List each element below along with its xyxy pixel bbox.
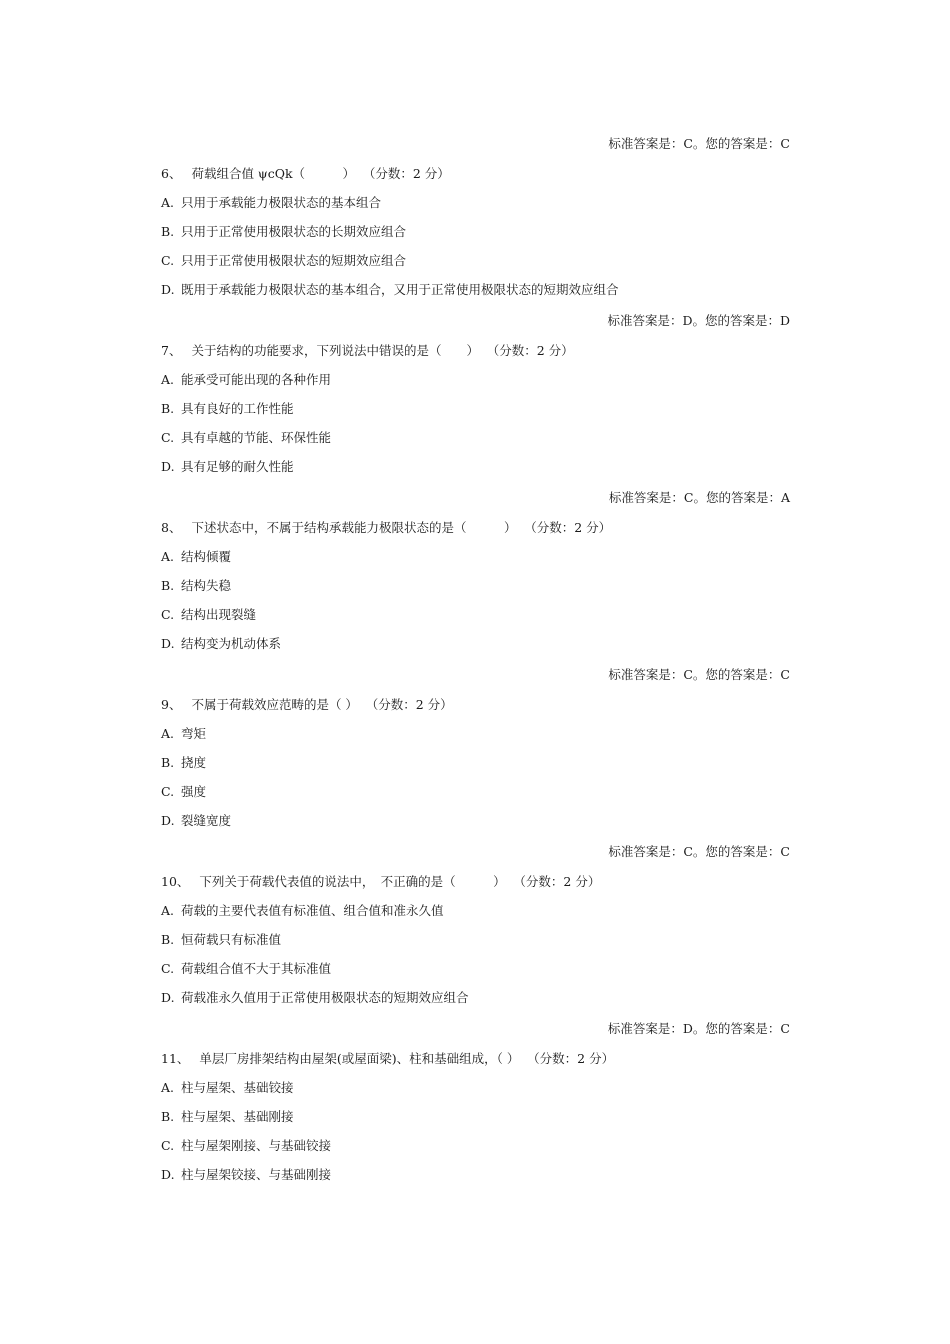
question-9 <box>161 697 453 713</box>
question-number: 6、 <box>161 166 182 181</box>
option-letter: A. <box>161 903 175 918</box>
option-a <box>161 549 231 565</box>
option-text: 具有良好的工作性能 <box>181 401 294 416</box>
option-text: 裂缝宽度 <box>181 813 232 828</box>
option-letter: C. <box>161 961 175 976</box>
option-letter: D. <box>161 636 175 651</box>
option-text: 只用于正常使用极限状态的短期效应组合 <box>181 253 407 268</box>
standard-answer: 标准答案是：D。您的答案是：C <box>607 1021 790 1036</box>
option-letter: B. <box>161 401 175 416</box>
option-text: 弯矩 <box>181 726 207 741</box>
option-b <box>161 224 406 240</box>
option-b <box>161 1109 294 1125</box>
option-letter: B. <box>161 1109 175 1124</box>
option-text: 荷载组合值不大于其标准值 <box>181 961 332 976</box>
question-text: 单层厂房排架结构由屋架(或屋面梁)、柱和基础组成，（ ） <box>199 1051 520 1066</box>
option-text: 柱与屋架、基础铰接 <box>181 1080 294 1095</box>
option-text: 结构倾覆 <box>181 549 232 564</box>
option-text: 具有卓越的节能、环保性能 <box>181 430 332 445</box>
question-score: （分数：2 分） <box>530 520 612 535</box>
option-letter: D. <box>161 990 175 1005</box>
question-score: （分数：2 分） <box>369 166 450 181</box>
option-a <box>161 372 331 388</box>
option-a <box>161 903 444 919</box>
option-letter: A. <box>161 195 175 210</box>
question-score: （分数：2 分） <box>371 697 453 712</box>
option-c <box>161 253 406 269</box>
option-a <box>161 726 206 742</box>
option-b <box>161 755 206 771</box>
option-d <box>161 813 231 829</box>
question-number: 10、 <box>161 874 190 889</box>
standard-answer: 标准答案是：C。您的答案是：C <box>608 667 790 682</box>
option-text: 荷载准永久值用于正常使用极限状态的短期效应组合 <box>181 990 469 1005</box>
question-text: 关于结构的功能要求，下列说法中错误的是（ ） <box>191 343 479 358</box>
option-letter: B. <box>161 578 175 593</box>
option-b <box>161 401 294 417</box>
option-letter: D. <box>161 459 175 474</box>
option-b <box>161 932 281 948</box>
option-text: 恒荷载只有标准值 <box>181 932 282 947</box>
option-text: 既用于承载能力极限状态的基本组合，又用于正常使用极限状态的短期效应组合 <box>181 282 619 297</box>
option-text: 强度 <box>181 784 207 799</box>
option-d <box>161 990 469 1006</box>
option-letter: D. <box>161 1167 175 1182</box>
question-text: 不属于荷载效应范畴的是（ ） <box>191 697 358 712</box>
option-d <box>161 636 281 652</box>
option-letter: C. <box>161 607 175 622</box>
option-text: 柱与屋架刚接、与基础铰接 <box>181 1138 332 1153</box>
option-text: 只用于承载能力极限状态的基本组合 <box>181 195 382 210</box>
option-a <box>161 195 381 211</box>
option-text: 结构变为机动体系 <box>181 636 282 651</box>
option-d <box>161 282 619 298</box>
option-c <box>161 961 331 977</box>
question-number: 7、 <box>161 343 182 358</box>
option-text: 只用于正常使用极限状态的长期效应组合 <box>181 224 407 239</box>
option-letter: C. <box>161 253 175 268</box>
question-score: （分数：2 分） <box>533 1051 615 1066</box>
question-11 <box>161 1051 614 1067</box>
question-number: 8、 <box>161 520 182 535</box>
option-letter: D. <box>161 282 175 297</box>
option-letter: B. <box>161 224 175 239</box>
option-c <box>161 430 331 446</box>
option-text: 具有足够的耐久性能 <box>181 459 294 474</box>
question-score: （分数：2 分） <box>492 343 574 358</box>
question-7 <box>161 343 574 359</box>
option-text: 结构出现裂缝 <box>181 607 257 622</box>
option-letter: B. <box>161 932 175 947</box>
option-a <box>161 1080 294 1096</box>
option-letter: C. <box>161 784 175 799</box>
question-number: 9、 <box>161 697 182 712</box>
option-text: 能承受可能出现的各种作用 <box>181 372 332 387</box>
standard-answer: 标准答案是：C。您的答案是：C <box>608 136 790 151</box>
option-letter: C. <box>161 430 175 445</box>
option-c <box>161 784 206 800</box>
option-text: 柱与屋架、基础刚接 <box>181 1109 294 1124</box>
option-letter: B. <box>161 755 175 770</box>
option-c <box>161 607 256 623</box>
option-c <box>161 1138 331 1154</box>
question-10 <box>161 874 600 890</box>
option-d <box>161 459 294 475</box>
option-text: 结构失稳 <box>181 578 232 593</box>
question-8 <box>161 520 611 536</box>
option-letter: A. <box>161 1080 175 1095</box>
option-text: 柱与屋架铰接、与基础刚接 <box>181 1167 332 1182</box>
question-text: 荷载组合值 ψcQk（ ） <box>191 166 356 181</box>
option-d <box>161 1167 331 1183</box>
question-score: （分数：2 分） <box>519 874 601 889</box>
question-number: 11、 <box>161 1051 190 1066</box>
option-letter: D. <box>161 813 175 828</box>
question-6 <box>161 166 450 182</box>
question-text: 下述状态中，不属于结构承载能力极限状态的是（ ） <box>191 520 517 535</box>
standard-answer: 标准答案是：C。您的答案是：A <box>608 490 790 505</box>
question-text: 下列关于荷载代表值的说法中， 不正确的是（ ） <box>199 874 506 889</box>
standard-answer: 标准答案是：D。您的答案是：D <box>607 313 790 328</box>
option-letter: A. <box>161 549 175 564</box>
option-text: 荷载的主要代表值有标准值、组合值和准永久值 <box>181 903 444 918</box>
standard-answer: 标准答案是：C。您的答案是：C <box>608 844 790 859</box>
option-text: 挠度 <box>181 755 207 770</box>
option-b <box>161 578 231 594</box>
option-letter: A. <box>161 372 175 387</box>
option-letter: A. <box>161 726 175 741</box>
option-letter: C. <box>161 1138 175 1153</box>
